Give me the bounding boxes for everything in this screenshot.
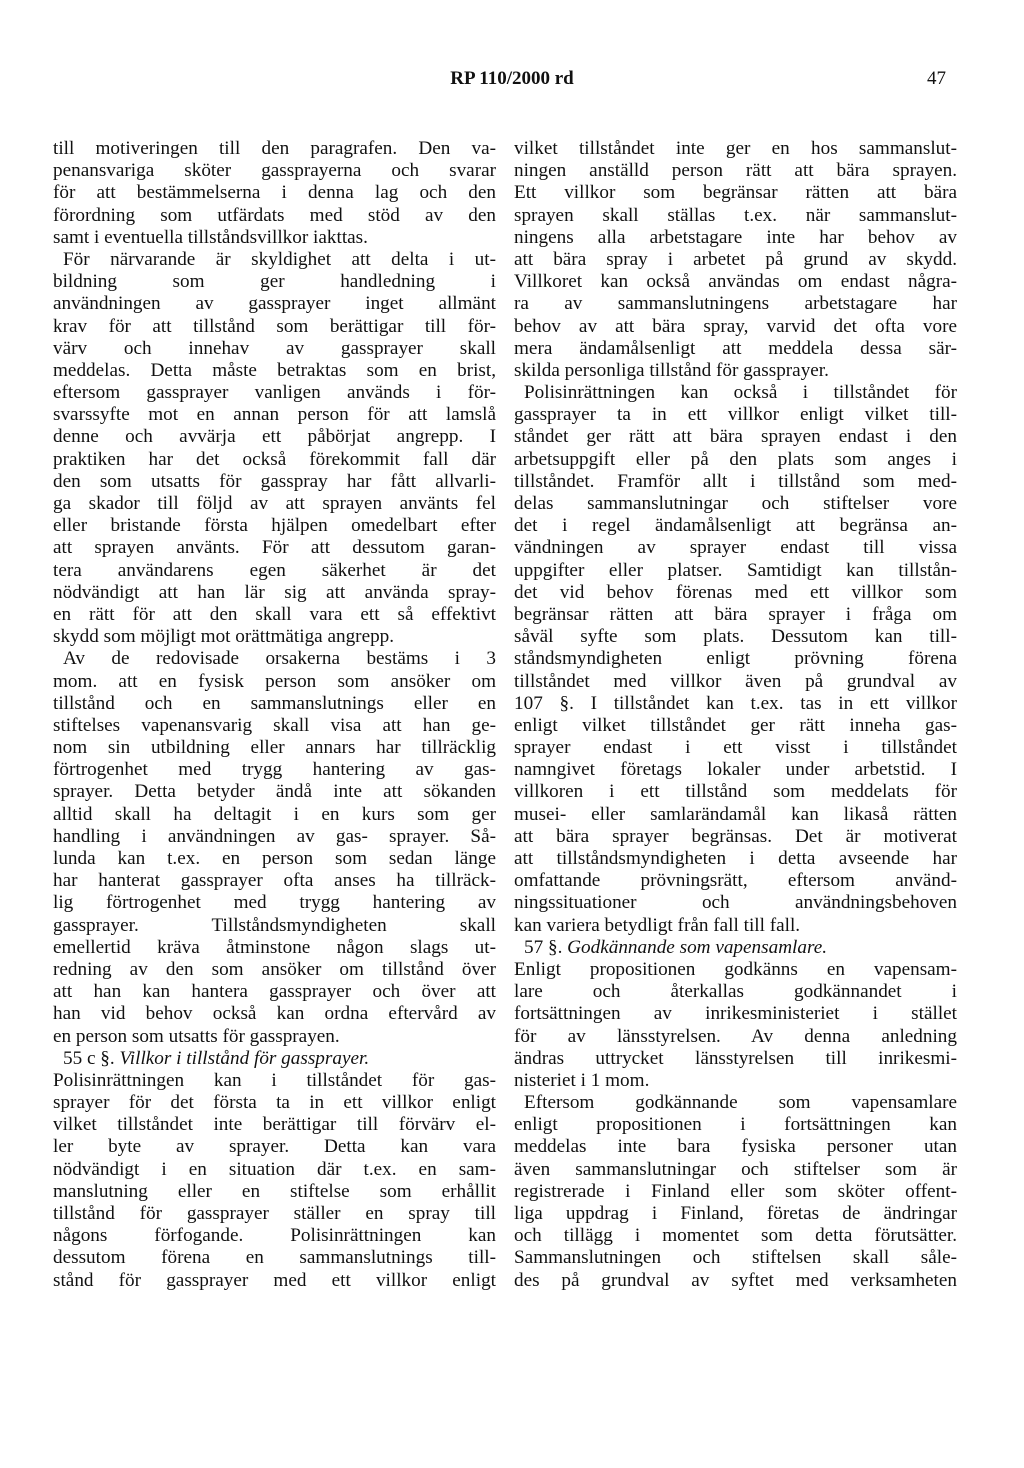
text-line: enligt propositionen i fortsättningen kan — [514, 1114, 957, 1136]
text-line: emellertid kräva åtminstone någon slags ut- — [53, 936, 496, 958]
text-line: 107 §. I tillståndet kan t.ex. tas in ett villkor — [514, 692, 957, 714]
text-line: redning av den som ansöker om tillstånd över — [53, 958, 496, 980]
section-heading: Villkor i tillstånd för gassprayer. — [119, 1047, 370, 1069]
text-line: ningen anställd person rätt att bära sprayen. — [514, 160, 957, 182]
text-line: ningssituationer och användningsbehoven — [514, 892, 957, 914]
text-line: Enligt propositionen godkänns en vapensam- — [514, 958, 957, 980]
text-line: ändras uttrycket länsstyrelsen till inrikesmi- — [514, 1047, 957, 1069]
text-line: Eftersom godkännande som vapensamlare — [524, 1092, 957, 1114]
text-line: en person som utsatts för gassprayen. — [53, 1025, 340, 1047]
text-line: vändningen av sprayer endast till vissa — [514, 537, 957, 559]
text-line: arbetsuppgift eller på den plats som anges i — [514, 448, 957, 470]
text-line: omfattande prövningsrätt, eftersom använd- — [514, 870, 957, 892]
text-line: nödvändigt att han lär sig att använda spray- — [53, 581, 496, 603]
text-line: bildning som ger handledning i — [53, 271, 496, 293]
text-line: nom sin utbildning eller annars har tillräcklig — [53, 737, 496, 759]
text-line: registrerade i Finland eller som sköter offent- — [514, 1180, 957, 1202]
text-line: att bära sprayer begränsas. Det är motiverat — [514, 825, 957, 847]
text-line: eller bristande första hjälpen omedelbart efter — [53, 515, 496, 537]
text-line: ra av sammanslutningens arbetstagare har — [514, 293, 957, 315]
text-line: mom. att en fysisk person som ansöker om — [53, 670, 496, 692]
text-line: för att bestämmelserna i denna lag och den — [53, 182, 496, 204]
text-line: även sammanslutningar och stiftelser som är — [514, 1158, 957, 1180]
text-line: ståndsmyndigheten enligt prövning förena — [514, 648, 957, 670]
text-line: till motiveringen till den paragrafen. Den va- — [53, 138, 496, 159]
text-line: behov av att bära spray, varvid det ofta vore — [514, 315, 957, 337]
text-line: förtrogenhet med trygg hantering av gas- — [53, 759, 496, 781]
right-text-column — [514, 138, 957, 1292]
text-line: nödvändigt i en situation där t.ex. en sam- — [53, 1158, 496, 1180]
text-line: tillståndet. Framför allt i tillstånd som med- — [514, 470, 957, 492]
text-line: nisteriet i 1 mom. — [514, 1069, 650, 1091]
text-line: sprayer. Detta betyder ändå inte att sökanden — [53, 781, 496, 803]
text-line: den som utsatts för gasspray har fått allvarli- — [53, 470, 496, 492]
text-line: handling i användningen av gas- sprayer. Så- — [53, 825, 496, 847]
text-line: användningen av gassprayer inget allmänt — [53, 293, 496, 315]
text-line: en rätt för att den skall vara ett så effektivt — [53, 603, 496, 625]
text-line: svarssyfte mot en annan person för att lamslå — [53, 404, 496, 426]
document-reference: RP 110/2000 rd — [450, 68, 574, 89]
text-line: sprayer för det första ta in ett villkor enligt — [53, 1092, 496, 1114]
text-line: värv och innehav av gassprayer skall — [53, 337, 496, 359]
text-line: sprayer endast i ett visst i tillståndet — [514, 737, 957, 759]
text-line: och tillägg i momentet som detta förutsätter. — [514, 1225, 957, 1247]
text-line: skydd som möjligt mot orättmätiga angrepp. — [53, 626, 395, 648]
text-line: eftersom gassprayer vanligen används i för- — [53, 382, 496, 404]
text-line: skilda personliga tillstånd för gassprayer. — [514, 359, 829, 381]
section-number: 55 c §. — [63, 1047, 120, 1069]
text-line: Av de redovisade orsakerna bestäms i 3 — [63, 648, 496, 670]
text-line: denne och avvärja ett påbörjat angrepp. I — [53, 426, 496, 448]
text-line: att tillståndsmyndigheten i detta avseende har — [514, 848, 957, 869]
text-line: ståndet ger rätt att bära sprayen endast i den — [514, 426, 957, 448]
text-line: stiftelses vapenansvarig skall visa att han ge- — [53, 714, 496, 736]
text-line: enligt vilket tillståndet ger rätt inneha gas- — [514, 714, 957, 736]
text-line: penansvariga sköter gassprayerna och svarar — [53, 160, 496, 182]
text-line: att sprayen använts. För att dessutom garan- — [53, 537, 496, 559]
text-line: gassprayer. Tillståndsmyndigheten skall — [53, 914, 496, 936]
text-line: krav för att tillstånd som berättigar till för- — [53, 315, 496, 337]
text-line: Polisinrättningen kan också i tillståndet för — [524, 382, 957, 404]
text-line: ga skador till följd av att sprayen använts fel — [53, 493, 496, 514]
text-line: tera användarens egen säkerhet är det — [53, 559, 496, 581]
text-line: vilket tillståndet inte berättigar till förvärv el- — [53, 1114, 496, 1136]
text-line: alltid skall ha deltagit i en kurs som ger — [53, 803, 496, 825]
text-line: fortsättningen av inrikesministeriet i stället — [514, 1003, 957, 1025]
page-number: 47 — [927, 68, 946, 89]
text-line: kan variera betydligt från fall till fall. — [514, 914, 801, 936]
text-line: för av länsstyrelsen. Av denna anledning — [514, 1025, 957, 1047]
text-line: meddelas inte bara fysiska personer utan — [514, 1136, 957, 1158]
text-line: meddelas. Detta måste betraktas som en brist, — [53, 359, 496, 381]
section-number: 57 §. — [524, 936, 568, 958]
text-line: begränsar rätten att bära sprayer i fråga om — [514, 603, 957, 625]
text-line: delas sammanslutningar och stiftelser vore — [514, 493, 957, 514]
text-line: tillstånd för gassprayer ställer en spray till — [53, 1203, 496, 1224]
text-line: förordning som utfärdats med stöd av den — [53, 204, 496, 226]
text-line: Polisinrättningen kan i tillståndet för gas- — [53, 1069, 496, 1091]
text-line: det i regel ändamålsenligt att begränsa an- — [514, 515, 957, 537]
text-line: mera ändamålsenligt att meddela dessa sär- — [514, 337, 957, 359]
text-line: ningens alla arbetstagare inte har behov av — [514, 226, 957, 248]
text-line: uppgifter eller platser. Samtidigt kan tillstån- — [514, 559, 957, 581]
text-line: Ett villkor som begränsar rätten att bära — [514, 182, 957, 204]
text-line: manslutning eller en stiftelse som erhållit — [53, 1180, 496, 1202]
text-line: praktiken har det också förekommit fall där — [53, 448, 496, 470]
text-line: dessutom förena en sammanslutnings till- — [53, 1247, 496, 1269]
text-line: För närvarande är skyldighet att delta i ut- — [63, 248, 496, 270]
text-line — [514, 937, 957, 959]
text-line — [53, 1048, 496, 1070]
page-header — [0, 68, 1024, 94]
text-line: lig förtrogenhet med trygg hantering av — [53, 892, 496, 914]
text-line: ler byte av sprayer. Detta kan vara — [53, 1136, 496, 1158]
text-line: lare och återkallas godkännandet i — [514, 981, 957, 1003]
text-line: namngivet företags lokaler under arbetstid. I — [514, 759, 957, 781]
text-line: att bära spray i arbetet på grund av skydd. — [514, 248, 957, 270]
text-line: det vid behov förenas med ett villkor som — [514, 581, 957, 603]
text-line: stånd för gassprayer med ett villkor enligt — [53, 1269, 496, 1291]
text-line: att han kan hantera gassprayer och över att — [53, 981, 496, 1003]
text-line: gassprayer ta in ett villkor enligt vilket till- — [514, 404, 957, 426]
text-line: såväl syfte som plats. Dessutom kan till- — [514, 626, 957, 648]
text-line: Sammanslutningen och stiftelsen skall såle- — [514, 1247, 957, 1269]
text-line: villkoren i ett tillstånd som meddelats för — [514, 781, 957, 803]
text-line: liga uppdrag i Finland, företas de ändringar — [514, 1203, 957, 1224]
text-line: tillstånd och en sammanslutnings eller en — [53, 692, 496, 714]
text-line: des på grundval av syftet med verksamheten — [514, 1269, 957, 1291]
text-line: han vid behov också kan ordna eftervård av — [53, 1003, 496, 1025]
left-text-column — [53, 138, 496, 1292]
text-line: vilket tillståndet inte ger en hos sammanslut- — [514, 138, 957, 159]
text-line: musei- eller samlarändamål kan likaså rätten — [514, 803, 957, 825]
text-line: Villkoret kan också användas om endast några- — [514, 271, 957, 293]
text-line: sprayen skall ställas t.ex. när sammanslut- — [514, 204, 957, 226]
text-line: samt i eventuella tillståndsvillkor iakttas. — [53, 226, 368, 248]
text-line: har hanterat gassprayer ofta anses ha tillräck- — [53, 870, 496, 892]
text-line: någons förfogande. Polisinrättningen kan — [53, 1225, 496, 1247]
text-line: tillståndet med villkor även på grundval av — [514, 670, 957, 692]
section-heading: Godkännande som vapensamlare. — [567, 936, 828, 958]
text-line: lunda kan t.ex. en person som sedan länge — [53, 848, 496, 869]
